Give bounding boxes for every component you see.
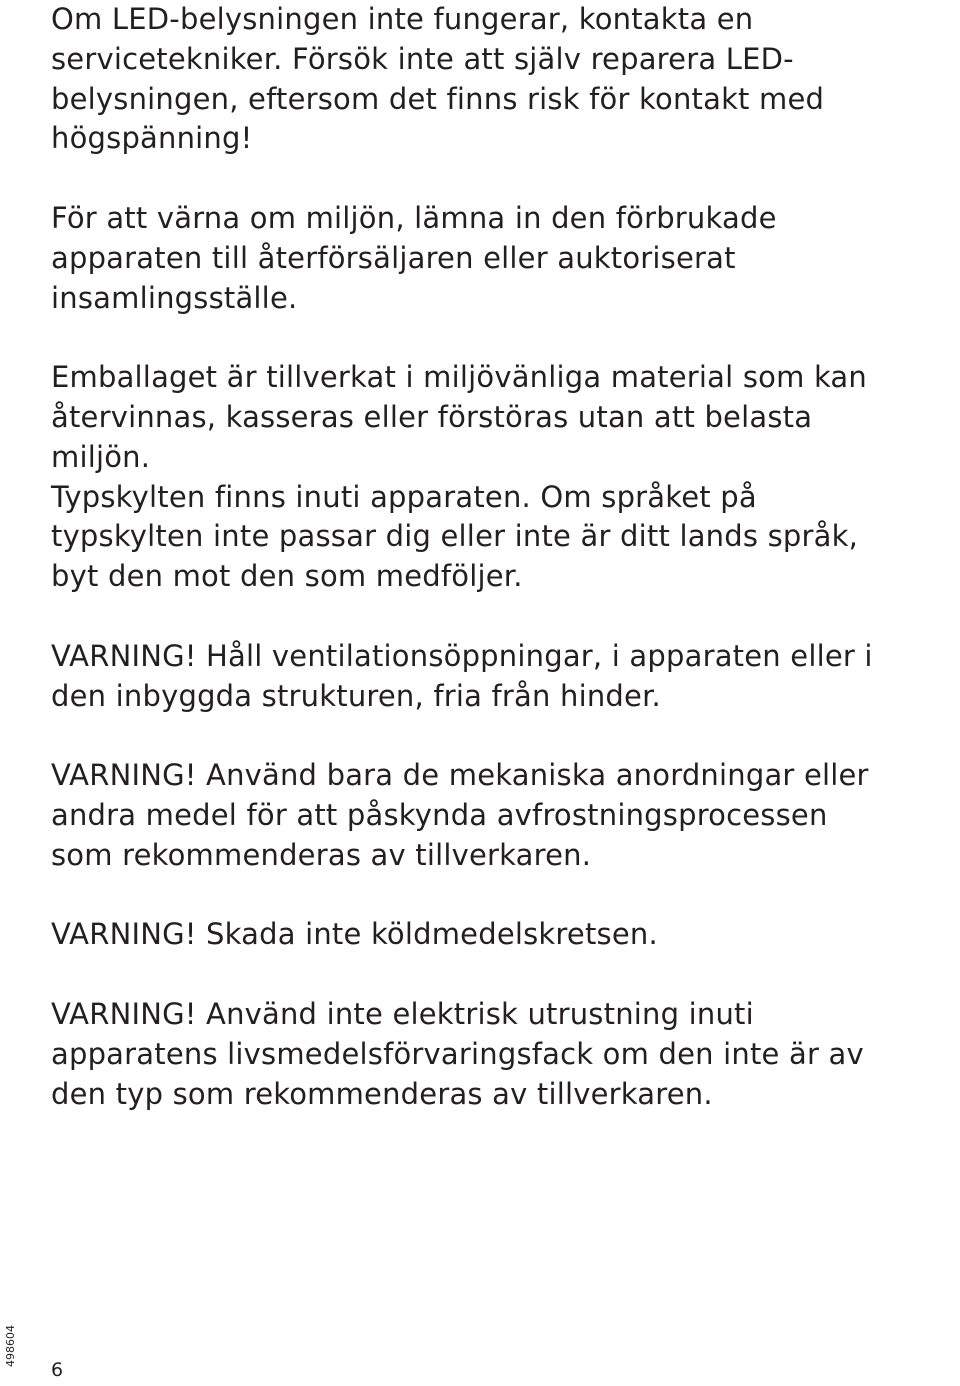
warning-electrical-equipment — [51, 995, 960, 1114]
text-line: typskylten inte passar dig eller inte är ditt lands språk, — [51, 519, 859, 554]
page-number: 6 — [51, 1359, 64, 1381]
text-line: belysningen, eftersom det finns risk för kontakt med — [51, 81, 825, 116]
warning-refrigerant-circuit — [51, 915, 960, 955]
paragraph-packaging-rating-plate — [51, 358, 960, 597]
text-line: den inbyggda strukturen, fria från hinder. — [51, 678, 661, 713]
text-line: apparatens livsmedelsförvaringsfack om den inte är av — [51, 1036, 864, 1071]
text-line: insamlingsställe. — [51, 280, 298, 315]
text-line: VARNING! Håll ventilationsöppningar, i apparaten eller i — [51, 638, 873, 673]
text-line: miljön. — [51, 439, 151, 474]
warning-defrosting — [51, 756, 960, 875]
text-line: apparaten till återförsäljaren eller auktoriserat — [51, 240, 736, 275]
warning-ventilation — [51, 637, 960, 717]
text-line: byt den mot den som medföljer. — [51, 559, 523, 594]
text-line: VARNING! Använd inte elektrisk utrustning inuti — [51, 996, 754, 1031]
paragraph-led-lighting — [51, 0, 960, 159]
document-code: 498604 — [4, 1325, 17, 1367]
text-line: Typskylten finns inuti apparaten. Om språket på — [51, 479, 757, 514]
document-body — [51, 0, 960, 1114]
text-line: andra medel för att påskynda avfrostningsprocessen — [51, 797, 828, 832]
text-line: VARNING! Använd bara de mekaniska anordningar eller — [51, 758, 869, 793]
text-line: Emballaget är tillverkat i miljövänliga material som kan — [51, 360, 867, 395]
text-line: återvinnas, kasseras eller förstöras utan att belasta — [51, 399, 813, 434]
text-line: servicetekniker. Försök inte att själv reparera LED- — [51, 41, 794, 76]
text-line: som rekommenderas av tillverkaren. — [51, 837, 592, 872]
paragraph-environment — [51, 199, 960, 318]
text-line: För att värna om miljön, lämna in den förbrukade — [51, 200, 777, 235]
text-line: VARNING! Skada inte köldmedelskretsen. — [51, 917, 658, 952]
text-line: högspänning! — [51, 121, 253, 156]
text-line: Om LED-belysningen inte fungerar, kontakta en — [51, 2, 754, 36]
text-line: den typ som rekommenderas av tillverkaren. — [51, 1076, 713, 1111]
